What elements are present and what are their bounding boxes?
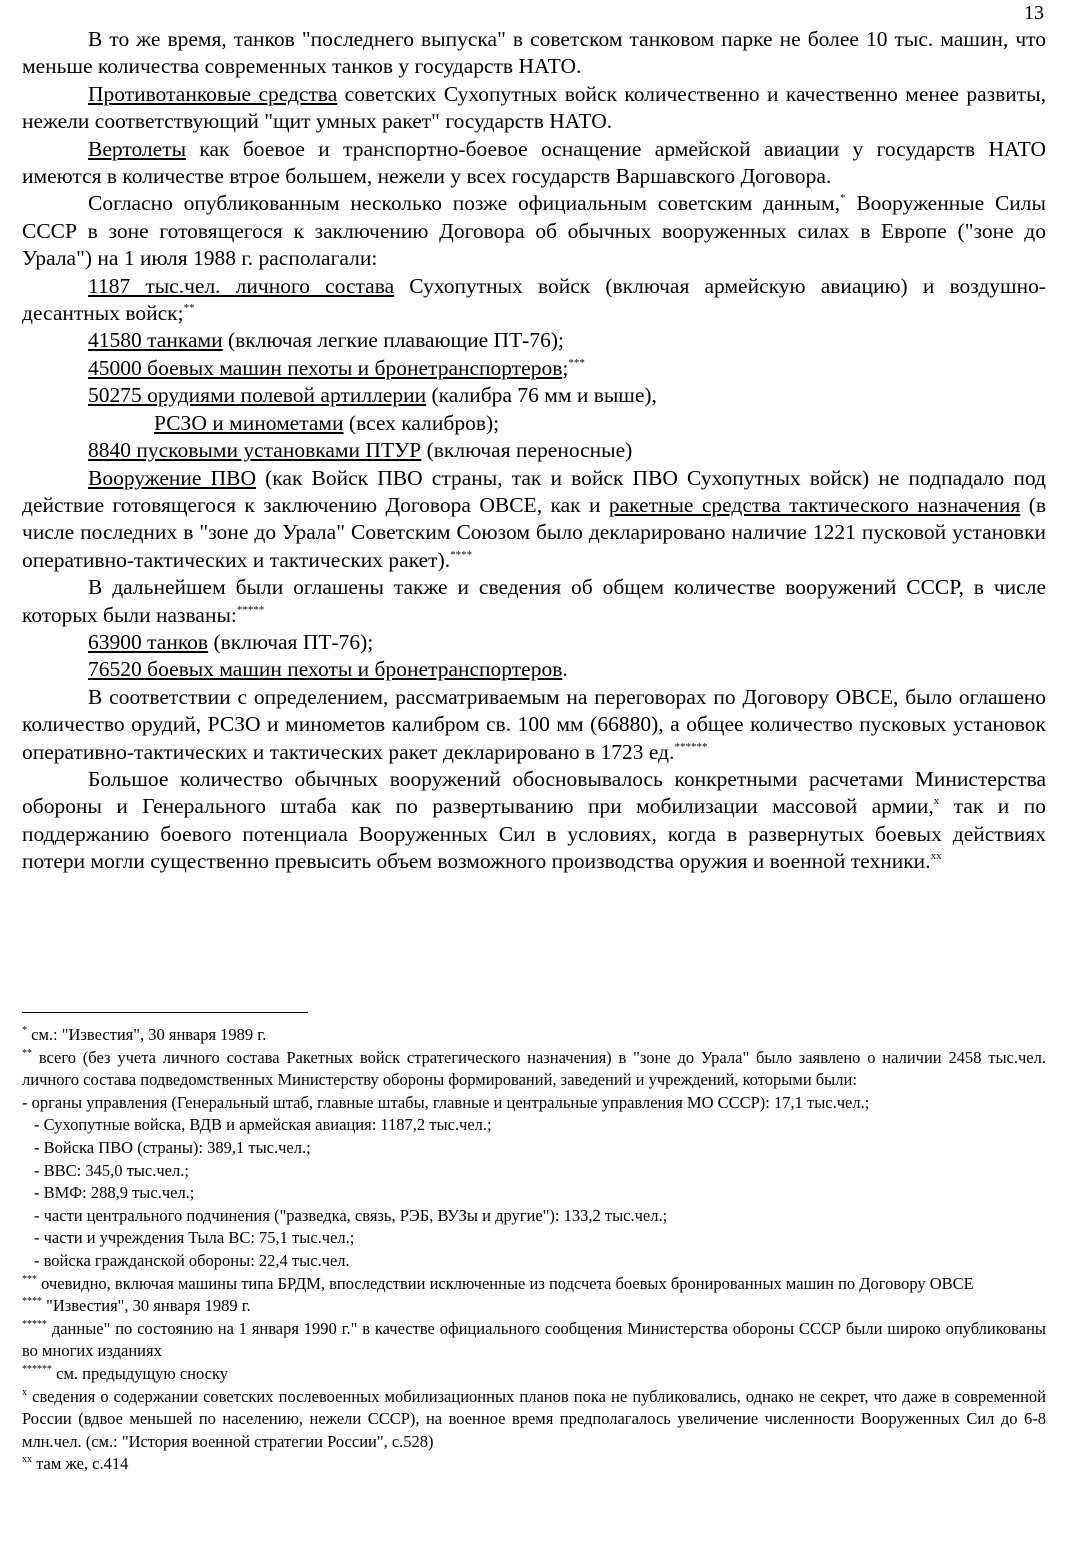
footnote-text: - ВВС: 345,0 тыс.чел.;	[34, 1160, 189, 1180]
paragraph-text: ;	[562, 355, 569, 380]
footnote-text: данные" по состоянию на 1 января 1990 г." в качестве официального сообщения Министерства обороны СССР были широко опубликованы во многих изданиях	[22, 1318, 1046, 1361]
paragraph-text: Вооруженные Силы СССР в зоне готовящегося к заключению Договора об обычных вооруженных силах в Европе ("зоне до Урала") на 1 июля 1988 г. располагали:	[22, 191, 1046, 271]
footnote-mark: ****	[450, 548, 473, 561]
footnote-text: - органы управления (Генеральный штаб, главные штабы, главные и центральные управления МО СССР): 17,1 тыс.чел.;	[22, 1092, 870, 1112]
footnote-mark: ******	[674, 740, 708, 753]
paragraph-text: В соответствии с определением, рассматриваемым на переговорах по Договору ОВСЕ, было оглашено количество орудий, РСЗО и минометов калибром св. 100 мм (66880), а общее количество пусковых установок оперативно-тактических и тактических ракет декларировано в 1723 ед.	[22, 684, 1046, 764]
footnote-mark: ***	[22, 1273, 37, 1285]
footnotes	[22, 1024, 1046, 1476]
footnote	[22, 1295, 1046, 1318]
underlined-term: 1187 тыс.чел. личного состава	[88, 273, 395, 298]
main-text	[22, 26, 1046, 876]
footnote-mark: xx	[930, 850, 942, 863]
footnote-text: - ВМФ: 288,9 тыс.чел.;	[34, 1183, 195, 1203]
footnote-text: всего (без учета личного состава Ракетных войск стратегического назначения) в "зоне до Урала" было заявлено о наличии 2458 тыс.чел. личного состава подведомственных Министерству обороны формирований, заведений и учреждений, которыми были:	[22, 1047, 1046, 1090]
footnote-text: - Войска ПВО (страны): 389,1 тыс.чел.;	[34, 1137, 311, 1157]
paragraph-text: советских Сухопутных войск количественно и качественно менее развиты, нежели соответствующий "щит умных ракет" государств НАТО.	[22, 81, 1046, 134]
underlined-term: 8840 пусковыми установками ПТУР	[88, 438, 422, 463]
footnote-list-item	[22, 1114, 1046, 1137]
paragraph-text: .	[562, 657, 568, 682]
underlined-term: 50275 орудиями полевой артиллерии	[88, 383, 427, 408]
footnote-mark: **	[22, 1047, 32, 1059]
footnote-text: - войска гражданской обороны: 22,4 тыс.чел.	[34, 1250, 350, 1270]
list-item	[22, 355, 1046, 382]
list-item	[22, 656, 1046, 683]
paragraph-text: Согласно опубликованным несколько позже официальным советским данным,	[88, 191, 841, 216]
footnote-text: очевидно, включая машины типа БРДМ, впоследствии исключенные из подсчета боевых бронированных машин по Договору ОВСЕ	[37, 1273, 974, 1293]
paragraph	[22, 136, 1046, 191]
underlined-term: 41580 танками	[88, 328, 223, 353]
footnote-list-item	[22, 1160, 1046, 1183]
footnote-separator	[22, 1012, 308, 1013]
paragraph-text: (в числе последних в "зоне до Урала" Советским Союзом было декларировано наличие 1221 пусковой установки оперативно-тактических и тактических ракет).	[22, 492, 1047, 572]
footnote-text: - Сухопутные войска, ВДВ и армейская авиация: 1187,2 тыс.чел.;	[34, 1115, 492, 1135]
footnote-mark: *	[840, 192, 846, 205]
paragraph	[22, 465, 1046, 575]
footnote-list-item	[22, 1227, 1046, 1250]
footnote-list-item	[22, 1182, 1046, 1205]
footnote	[22, 1047, 1046, 1092]
paragraph-text: Большое количество обычных вооружений обосновывалось конкретными расчетами Министерства обороны и Генерального штаба как по развертыванию при мобилизации массовой армии,	[22, 766, 1046, 819]
footnote-list-item	[22, 1092, 1046, 1115]
paragraph-text: В дальнейшем были оглашены также и сведения об общем количестве вооружений СССР, в числе которых были названы:	[22, 575, 1046, 627]
paragraph	[22, 81, 1046, 136]
footnote-mark: ******	[22, 1363, 52, 1375]
paragraph-text: В то же время, танков "последнего выпуска" в советском танковом парке не более 10 тыс. машин, что меньше количества современных танков у государств НАТО.	[22, 27, 1046, 79]
underlined-term: Вертолеты	[88, 136, 187, 161]
footnote-text: там же, с.414	[32, 1454, 129, 1474]
footnote-mark: *****	[22, 1318, 47, 1330]
underlined-term: 63900 танков	[88, 629, 209, 654]
underlined-term: РСЗО и минометами	[154, 410, 344, 435]
footnote-text: "Известия", 30 января 1989 г.	[42, 1296, 251, 1316]
footnote	[22, 1318, 1046, 1363]
paragraph	[22, 574, 1046, 629]
footnote-mark: **	[183, 302, 195, 315]
paragraph-text: Сухопутных войск (включая армейскую авиацию) и воздушно-десантных войск;	[22, 273, 1046, 326]
list-item	[22, 629, 1046, 656]
underlined-term: 76520 боевых машин пехоты и бронетранспортеров	[88, 657, 563, 682]
underlined-term: Противотанковые средства	[88, 81, 338, 106]
footnote-text: см. предыдущую сноску	[52, 1363, 229, 1383]
footnote-list-item	[22, 1250, 1046, 1273]
footnote	[22, 1363, 1046, 1386]
paragraph	[22, 684, 1046, 766]
footnote-text: - части и учреждения Тыла ВС: 75,1 тыс.чел.;	[34, 1228, 355, 1248]
footnote-text: сведения о содержании советских послевоенных мобилизационных планов пока не публиковались, однако не секрет, что даже в современной России (вдвое меньшей по населению, нежели СССР), на военное время предполагалось увеличение численности Вооруженных Сил до 6-8 млн.чел. (см.: "История военной стратегии России", с.528)	[22, 1386, 1046, 1451]
underlined-term: ракетные средства тактического назначения	[608, 492, 1021, 517]
footnote	[22, 1273, 1046, 1296]
paragraph-text: (калибра 76 мм и выше),	[426, 383, 657, 408]
list-item	[22, 437, 1046, 464]
page-number: 13	[1024, 2, 1044, 24]
underlined-term: 45000 боевых машин пехоты и бронетранспортеров	[88, 355, 563, 380]
paragraph	[22, 190, 1046, 272]
paragraph	[22, 273, 1046, 328]
list-item	[22, 382, 1046, 409]
footnote-mark: ***	[568, 356, 585, 369]
paragraph-text: так и по поддержанию боевого потенциала Вооруженных Сил в условиях, когда в развернутых боевых действиях потери могли существенно превысить объем возможного производства оружия и военной техники.	[22, 794, 1046, 874]
footnote-list-item	[22, 1205, 1046, 1228]
list-item	[22, 327, 1046, 354]
paragraph-text: как боевое и транспортно-боевое оснащение армейской авиации у государств НАТО имеются в количестве втрое большем, нежели у всех государств Варшавского Договора.	[22, 136, 1046, 189]
paragraph	[22, 766, 1046, 876]
underlined-term: Вооружение ПВО	[88, 465, 256, 490]
paragraph-text: (включая легкие плавающие ПТ-76);	[222, 328, 564, 353]
footnote-mark: xx	[22, 1454, 32, 1466]
paragraph-text: (всех калибров);	[343, 410, 500, 435]
footnote	[22, 1386, 1046, 1454]
footnote-mark: *	[22, 1025, 27, 1036]
footnote	[22, 1024, 1046, 1047]
footnote-mark: ****	[22, 1296, 42, 1308]
paragraph-text: (как Войск ПВО страны, так и войск ПВО Сухопутных войск) не подпадало под действие готовящегося к заключению Договора ОВСЕ, как и	[22, 465, 1046, 517]
paragraph-text: (включая ПТ-76);	[208, 629, 374, 654]
footnote-text: см.: "Известия", 30 января 1989 г.	[27, 1025, 267, 1044]
footnote-mark: x	[22, 1386, 27, 1398]
paragraph	[22, 26, 1046, 81]
paragraph-text: (включая переносные)	[421, 438, 633, 463]
footnote	[22, 1453, 1046, 1476]
footnote-text: - части центрального подчинения ("разведка, связь, РЭБ, ВУЗы и другие"): 133,2 тыс.чел.;	[34, 1205, 668, 1225]
footnote-mark: x	[933, 795, 940, 808]
list-item	[22, 410, 1046, 437]
footnote-list-item	[22, 1137, 1046, 1160]
footnote-mark: *****	[236, 603, 265, 616]
